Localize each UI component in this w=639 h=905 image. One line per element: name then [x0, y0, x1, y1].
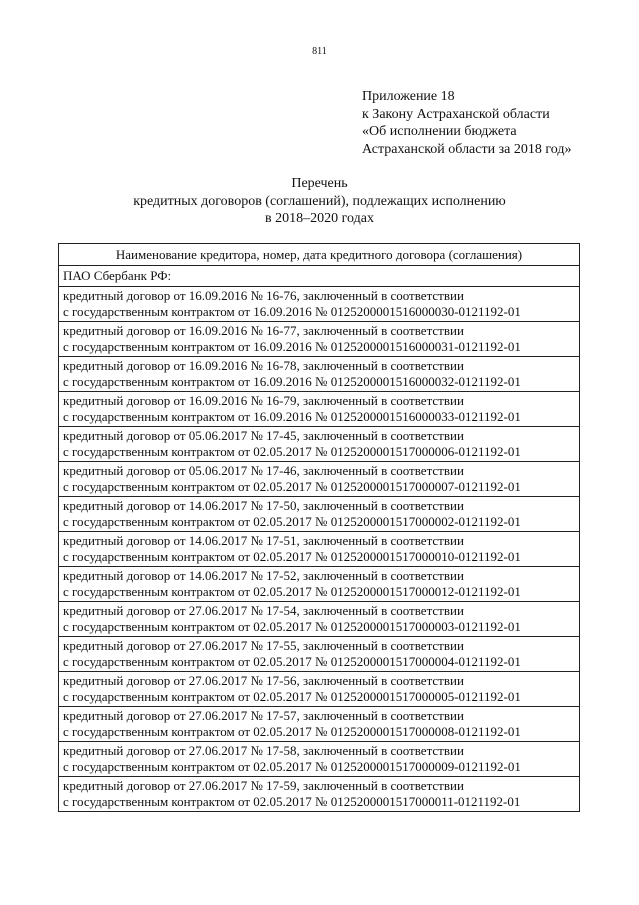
contract-cell: [59, 707, 580, 742]
contract-line-2: с государственным контрактом от 16.09.2016 № 0125200001516000032-0121192-01: [63, 374, 521, 389]
contract-cell: [59, 532, 580, 567]
contract-cell: [59, 497, 580, 532]
contract-line-1: кредитный договор от 05.06.2017 № 17-46, заключенный в соответствии: [63, 463, 464, 478]
appendix-line: Астраханской области за 2018 год»: [362, 141, 572, 157]
contract-line-1: кредитный договор от 27.06.2017 № 17-56, заключенный в соответствии: [63, 673, 464, 688]
contract-cell: [59, 637, 580, 672]
table-row: [59, 777, 580, 812]
table-row: [59, 322, 580, 357]
appendix-line: к Закону Астраханской области: [362, 106, 550, 122]
contract-line-1: кредитный договор от 14.06.2017 № 17-50, заключенный в соответствии: [63, 498, 464, 513]
contract-cell: [59, 672, 580, 707]
contract-line-2: с государственным контрактом от 02.05.2017 № 0125200001517000011-0121192-01: [63, 794, 521, 809]
contract-line-2: с государственным контрактом от 02.05.2017 № 0125200001517000010-0121192-01: [63, 549, 521, 564]
table-header-row: [59, 244, 580, 266]
contract-cell: [59, 777, 580, 812]
title-line: в 2018–2020 годах: [265, 211, 374, 226]
contract-line-2: с государственным контрактом от 02.05.2017 № 0125200001517000003-0121192-01: [63, 619, 521, 634]
contract-line-1: кредитный договор от 05.06.2017 № 17-45, заключенный в соответствии: [63, 428, 464, 443]
table-row: [59, 602, 580, 637]
table-row: [59, 287, 580, 322]
contract-line-1: кредитный договор от 16.09.2016 № 16-76, заключенный в соответствии: [63, 288, 464, 303]
contract-line-2: с государственным контрактом от 02.05.2017 № 0125200001517000009-0121192-01: [63, 759, 521, 774]
contract-cell: [59, 427, 580, 462]
title-line: Перечень: [291, 176, 348, 191]
contract-cell: [59, 287, 580, 322]
contract-cell: [59, 357, 580, 392]
contract-line-2: с государственным контрактом от 16.09.2016 № 0125200001516000030-0121192-01: [63, 304, 521, 319]
title-line: кредитных договоров (соглашений), подлежащих исполнению: [133, 193, 506, 209]
table-row: [59, 637, 580, 672]
page-number: 811: [312, 46, 327, 57]
creditors-table: [58, 243, 580, 812]
table-row: [59, 742, 580, 777]
contract-line-1: кредитный договор от 27.06.2017 № 17-55, заключенный в соответствии: [63, 638, 464, 653]
contract-cell: [59, 462, 580, 497]
contract-cell: [59, 322, 580, 357]
document-title: [0, 175, 639, 228]
table-row: [59, 532, 580, 567]
contract-line-1: кредитный договор от 16.09.2016 № 16-78, заключенный в соответствии: [63, 358, 464, 373]
contract-cell: [59, 742, 580, 777]
contract-cell: [59, 392, 580, 427]
appendix-line: Приложение 18: [362, 89, 455, 104]
contract-line-2: с государственным контрактом от 16.09.2016 № 0125200001516000033-0121192-01: [63, 409, 521, 424]
contract-line-1: кредитный договор от 16.09.2016 № 16-77, заключенный в соответствии: [63, 323, 464, 338]
contract-line-1: кредитный договор от 27.06.2017 № 17-57, заключенный в соответствии: [63, 708, 464, 723]
table-header: Наименование кредитора, номер, дата кредитного договора (соглашения): [59, 244, 580, 266]
table-row: [59, 497, 580, 532]
contract-line-2: с государственным контрактом от 02.05.2017 № 0125200001517000004-0121192-01: [63, 654, 521, 669]
table-row: [59, 462, 580, 497]
contract-line-2: с государственным контрактом от 02.05.2017 № 0125200001517000006-0121192-01: [63, 444, 521, 459]
contract-cell: [59, 602, 580, 637]
contract-line-2: с государственным контрактом от 02.05.2017 № 0125200001517000012-0121192-01: [63, 584, 521, 599]
table-row: [59, 707, 580, 742]
contract-line-2: с государственным контрактом от 02.05.2017 № 0125200001517000008-0121192-01: [63, 724, 521, 739]
contract-line-2: с государственным контрактом от 16.09.2016 № 0125200001516000031-0121192-01: [63, 339, 521, 354]
table-row: [59, 567, 580, 602]
contract-cell: [59, 567, 580, 602]
contract-line-2: с государственным контрактом от 02.05.2017 № 0125200001517000005-0121192-01: [63, 689, 521, 704]
contract-line-1: кредитный договор от 14.06.2017 № 17-51, заключенный в соответствии: [63, 533, 464, 548]
table-group-row: [59, 266, 580, 287]
contract-line-2: с государственным контрактом от 02.05.2017 № 0125200001517000002-0121192-01: [63, 514, 521, 529]
table-row: [59, 357, 580, 392]
contract-line-1: кредитный договор от 27.06.2017 № 17-54, заключенный в соответствии: [63, 603, 464, 618]
contract-line-1: кредитный договор от 14.06.2017 № 17-52, заключенный в соответствии: [63, 568, 464, 583]
contract-line-1: кредитный договор от 27.06.2017 № 17-58, заключенный в соответствии: [63, 743, 464, 758]
contract-line-1: кредитный договор от 16.09.2016 № 16-79, заключенный в соответствии: [63, 393, 464, 408]
table-row: [59, 672, 580, 707]
table-row: [59, 392, 580, 427]
creditor-name: ПАО Сбербанк РФ:: [59, 266, 580, 287]
table-row: [59, 427, 580, 462]
appendix-line: «Об исполнении бюджета: [362, 124, 517, 139]
contract-line-1: кредитный договор от 27.06.2017 № 17-59, заключенный в соответствии: [63, 778, 464, 793]
contract-line-2: с государственным контрактом от 02.05.2017 № 0125200001517000007-0121192-01: [63, 479, 521, 494]
appendix-header: [362, 88, 632, 158]
